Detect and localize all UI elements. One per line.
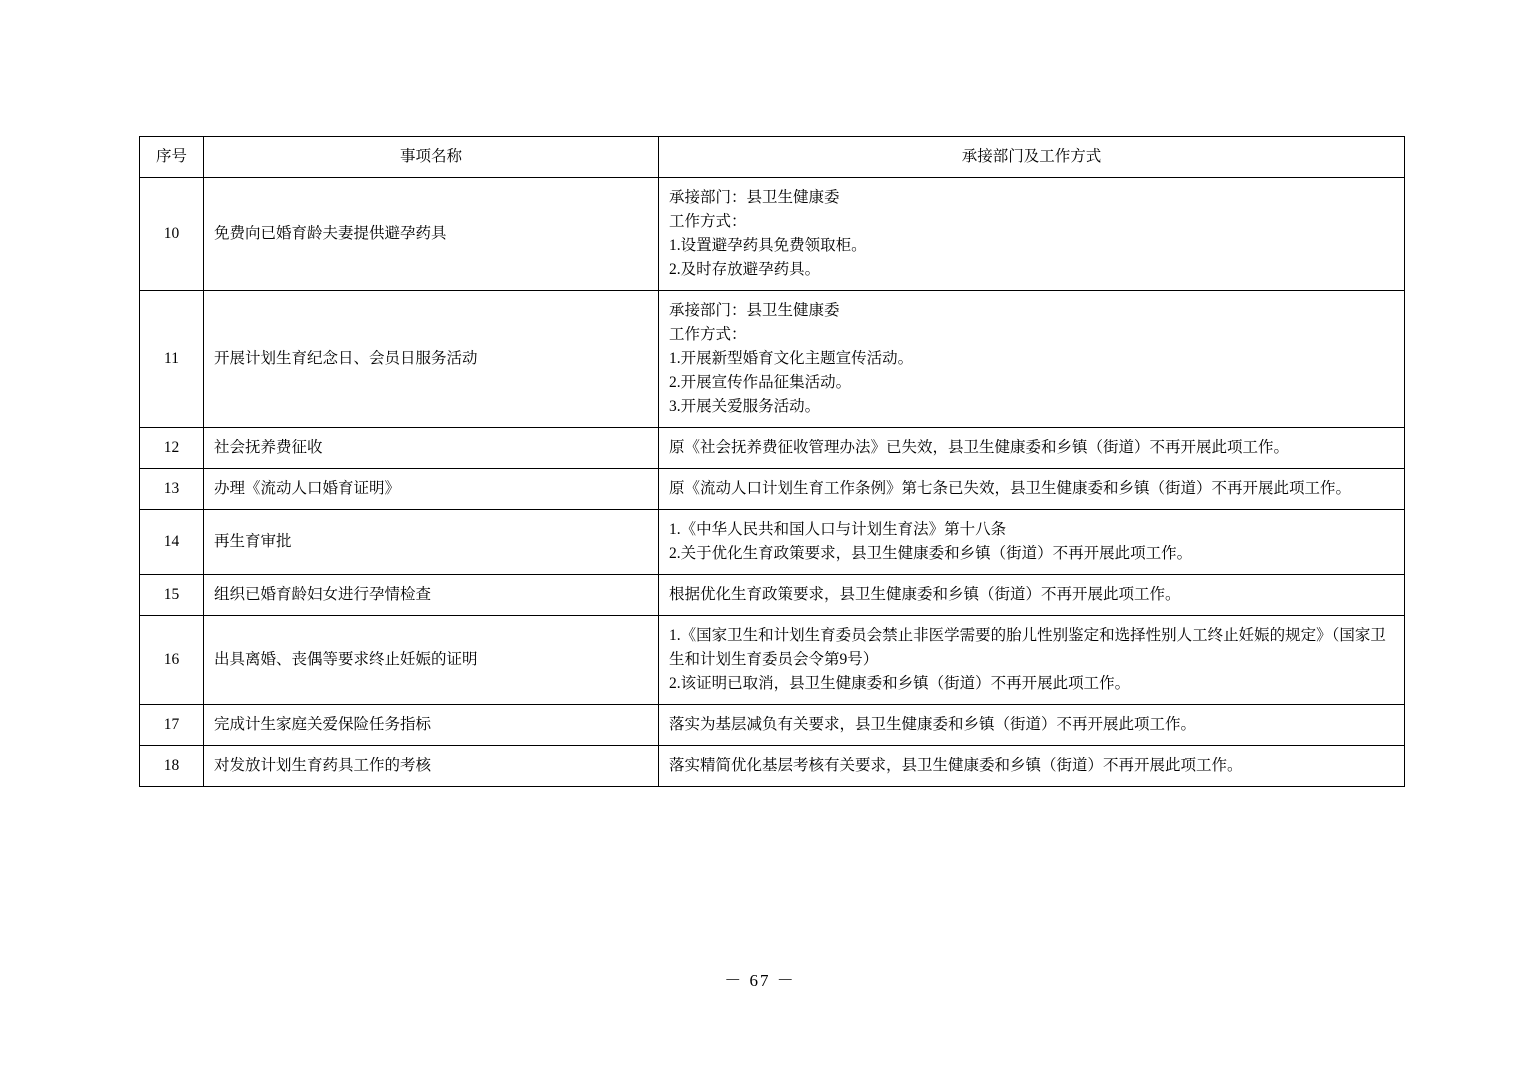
cell-item-name: 出具离婚、丧偶等要求终止妊娠的证明 — [204, 616, 659, 705]
department-line: 1.设置避孕药具免费领取柜。 — [669, 237, 867, 255]
cell-department-work-method — [659, 178, 1405, 291]
column-header-index: 序号 — [140, 137, 204, 178]
department-line: 2.开展宣传作品征集活动。 — [669, 374, 852, 392]
column-header-item-name: 事项名称 — [204, 137, 659, 178]
cell-department-work-method — [659, 705, 1405, 746]
cell-item-name: 开展计划生育纪念日、会员日服务活动 — [204, 291, 659, 428]
department-line: 落实为基层减负有关要求，县卫生健康委和乡镇（街道）不再开展此项工作。 — [669, 716, 1197, 734]
department-line: 1.开展新型婚育文化主题宣传活动。 — [669, 350, 914, 368]
department-line: 工作方式： — [669, 326, 747, 344]
cell-department-work-method — [659, 575, 1405, 616]
cell-index: 14 — [140, 510, 204, 575]
cell-item-name: 组织已婚育龄妇女进行孕情检查 — [204, 575, 659, 616]
department-line: 1.《国家卫生和计划生育委员会禁止非医学需要的胎儿性别鉴定和选择性别人工终止妊娠的规定》（国家卫生和计划生育委员会令第9号） — [669, 627, 1386, 669]
department-line: 承接部门：县卫生健康委 — [669, 302, 840, 320]
cell-index: 11 — [140, 291, 204, 428]
department-line: 落实精简优化基层考核有关要求，县卫生健康委和乡镇（街道）不再开展此项工作。 — [669, 757, 1243, 775]
table-row — [140, 746, 1405, 787]
table-body — [140, 178, 1405, 787]
responsibility-table — [139, 136, 1405, 787]
cell-index: 12 — [140, 428, 204, 469]
cell-department-work-method — [659, 510, 1405, 575]
cell-department-work-method — [659, 428, 1405, 469]
cell-item-name: 完成计生家庭关爱保险任务指标 — [204, 705, 659, 746]
table-row — [140, 510, 1405, 575]
cell-department-work-method — [659, 616, 1405, 705]
department-line: 1.《中华人民共和国人口与计划生育法》第十八条 — [669, 521, 1007, 539]
cell-item-name: 办理《流动人口婚育证明》 — [204, 469, 659, 510]
department-line: 2.该证明已取消，县卫生健康委和乡镇（街道）不再开展此项工作。 — [669, 675, 1131, 693]
cell-index: 13 — [140, 469, 204, 510]
cell-department-work-method — [659, 469, 1405, 510]
cell-index: 18 — [140, 746, 204, 787]
department-line: 2.及时存放避孕药具。 — [669, 261, 821, 279]
department-line: 承接部门：县卫生健康委 — [669, 189, 840, 207]
cell-index: 10 — [140, 178, 204, 291]
department-line: 工作方式： — [669, 213, 747, 231]
cell-item-name: 社会抚养费征收 — [204, 428, 659, 469]
cell-department-work-method — [659, 291, 1405, 428]
table-row — [140, 616, 1405, 705]
department-line: 原《流动人口计划生育工作条例》第七条已失效，县卫生健康委和乡镇（街道）不再开展此项工作。 — [669, 480, 1352, 498]
table-row — [140, 178, 1405, 291]
department-line: 3.开展关爱服务活动。 — [669, 398, 821, 416]
cell-department-work-method — [659, 746, 1405, 787]
cell-item-name: 对发放计划生育药具工作的考核 — [204, 746, 659, 787]
cell-item-name: 再生育审批 — [204, 510, 659, 575]
cell-index: 17 — [140, 705, 204, 746]
table-row — [140, 705, 1405, 746]
department-line: 根据优化生育政策要求，县卫生健康委和乡镇（街道）不再开展此项工作。 — [669, 586, 1181, 604]
page-number: － 67 － — [724, 971, 796, 990]
table-header — [140, 137, 1405, 178]
table-row — [140, 575, 1405, 616]
department-line: 原《社会抚养费征收管理办法》已失效，县卫生健康委和乡镇（街道）不再开展此项工作。 — [669, 439, 1290, 457]
table-row — [140, 428, 1405, 469]
table-container — [139, 136, 1404, 787]
table-row — [140, 291, 1405, 428]
cell-index: 16 — [140, 616, 204, 705]
column-header-department: 承接部门及工作方式 — [659, 137, 1405, 178]
cell-item-name: 免费向已婚育龄夫妻提供避孕药具 — [204, 178, 659, 291]
table-row — [140, 469, 1405, 510]
table-header-row — [140, 137, 1405, 178]
department-line: 2.关于优化生育政策要求，县卫生健康委和乡镇（街道）不再开展此项工作。 — [669, 545, 1193, 563]
cell-index: 15 — [140, 575, 204, 616]
